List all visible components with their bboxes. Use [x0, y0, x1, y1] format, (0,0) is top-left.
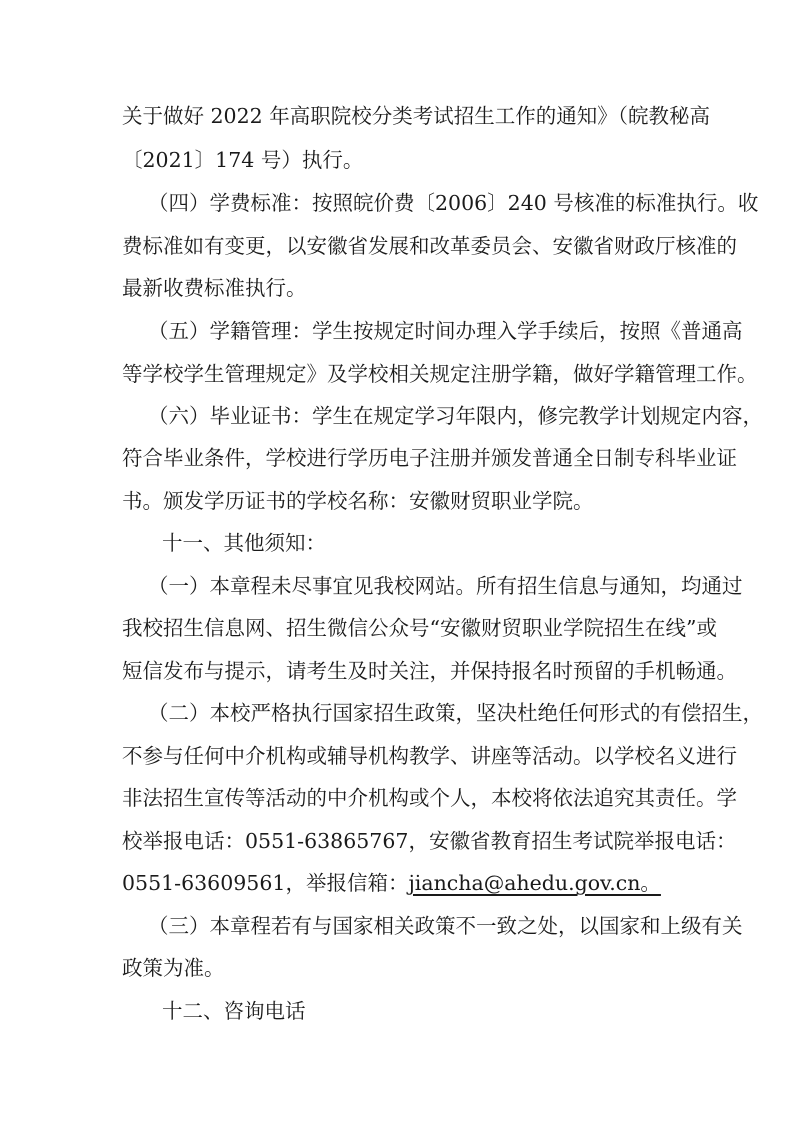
paragraph-notice-one: （一）本章程未尽事宜见我校网站。所有招生信息与通知，均通过: [148, 574, 743, 598]
text-line: 非法招生宣传等活动的中介机构或个人，本校将依法追究其责任。学: [122, 786, 737, 810]
paragraph-notice-three: （三）本章程若有与国家相关政策不一致之处，以国家和上级有关: [148, 914, 743, 938]
report-email-link[interactable]: jiancha@ahedu.gov.cn。: [408, 871, 661, 895]
text-line: 最新收费标准执行。: [122, 276, 307, 300]
text-line: 政策为准。: [122, 956, 225, 980]
text-line: 等学校学生管理规定》及学校相关规定注册学籍，做好学籍管理工作。: [122, 362, 758, 386]
paragraph-diploma: （六）毕业证书：学生在规定学习年限内，修完教学计划规定内容，: [148, 404, 763, 428]
text-line: 符合毕业条件，学校进行学历电子注册并颁发普通全日制专科毕业证: [122, 446, 737, 470]
text-line: 校举报电话：0551-63865767，安徽省教育招生考试院举报电话：: [122, 829, 737, 853]
text-line: 关于做好 2022 年高职院校分类考试招生工作的通知》（皖教秘高: [122, 104, 710, 128]
report-mailbox-label: 0551-63609561，举报信箱：: [122, 871, 409, 895]
text-line: 费标准如有变更，以安徽省发展和改革委员会、安徽省财政厅核准的: [122, 234, 737, 258]
text-line: 书。颁发学历证书的学校名称：安徽财贸职业学院。: [122, 489, 594, 513]
text-line: 短信发布与提示，请考生及时关注，并保持报名时预留的手机畅通。: [122, 659, 737, 683]
text-line: 不参与任何中介机构或辅导机构教学、讲座等活动。以学校名义进行: [122, 744, 737, 768]
text-line: 〔2021〕174 号）执行。: [122, 148, 364, 172]
paragraph-tuition: （四）学费标准：按照皖价费〔2006〕240 号核准的标准执行。收: [148, 191, 759, 215]
section-heading-eleven: 十一、其他须知：: [162, 531, 326, 555]
paragraph-enrollment: （五）学籍管理：学生按规定时间办理入学手续后，按照《普通高: [148, 319, 743, 343]
text-line-with-email: [122, 863, 692, 903]
paragraph-notice-two: （二）本校严格执行国家招生政策，坚决杜绝任何形式的有偿招生，: [148, 701, 763, 725]
text-line: 我校招生信息网、招生微信公众号“安徽财贸职业学院招生在线”或: [122, 616, 717, 640]
section-heading-twelve: 十二、咨询电话: [162, 999, 306, 1023]
